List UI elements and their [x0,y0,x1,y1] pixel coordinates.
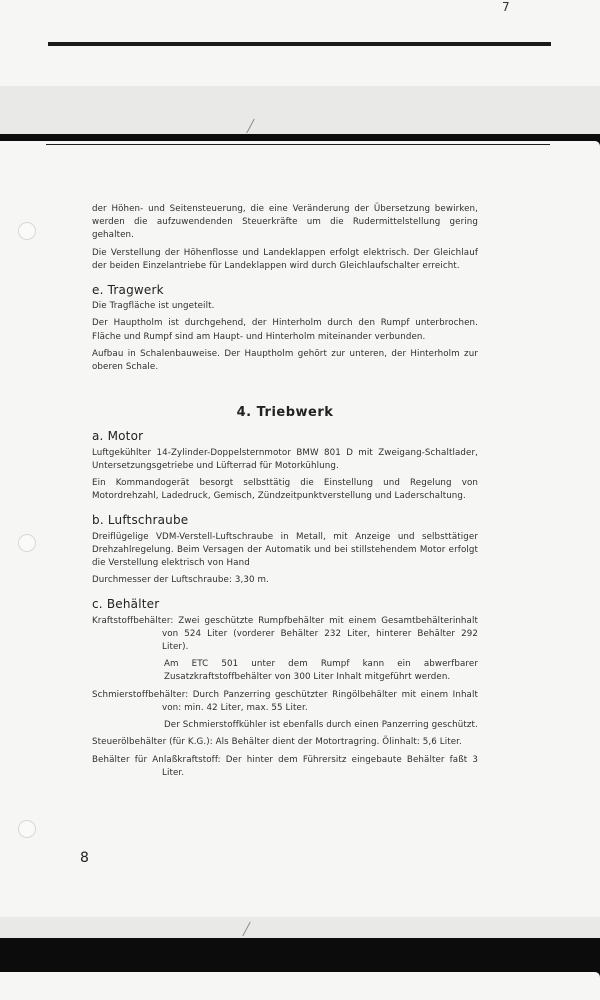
paragraph: Ein Kommandogerät besorgt selbsttätig die Einstellung und Regelung von Motordrehzahl, Ladedruck, Gemisch, Zündzeitpunktverstellung und Laderschaltung. [92,478,478,502]
paragraph: Behälter für Anlaßkraftstoff: Der hinter dem Führersitz eingebaute Behälter faßt 3 Liter. [92,754,478,778]
paragraph: Aufbau in Schalenbauweise. Der Hauptholm gehört zur unteren, der Hinterholm zur oberen Schale. [92,348,478,373]
paragraph: Kraftstoffbehälter: Zwei geschützte Rumpfbehälter mit einem Gesamtbehälterinhalt von 524 Liter (vorderer Behälter 232 Liter, hinterer Behälter 292 Liter). [92,615,478,653]
previous-page-number: 7 [502,0,510,14]
chapter-heading-triebwerk: 4. Triebwerk [236,405,334,421]
paragraph: Dreiflügelige VDM-Verstell-Luftschraube in Metall, mit Anzeige und selbsttätiger Drehzahlregelung. Beim Versagen der Automatik und bei stillstehendem Motor erfolgt die Verstellung elektrisch von Hand [92,531,478,569]
paragraph: Steuerölbehälter (für K.G.): Als Behälter dient der Motortragring. Ölinhalt: 5,6 Liter. [92,737,462,748]
section-heading-motor: a. Motor [92,429,144,444]
next-page-sheet [0,972,600,1000]
punch-hole [18,534,36,552]
paragraph: Die Tragfläche ist ungeteilt. [92,301,215,312]
paragraph: Der Schmierstoffkühler ist ebenfalls durch einen Panzerring geschützt. [164,720,478,731]
document-page [0,141,600,938]
page-number: 8 [80,850,89,866]
paragraph: Luftgekühlter 14-Zylinder-Doppelsternmotor BMW 801 D mit Zweigang-Schaltlader, Untersetzungsgetriebe und Lüfterrad für Motorkühlung. [92,447,478,471]
paragraph: Die Verstellung der Höhenflosse und Landeklappen erfolgt elektrisch. Der Gleichlauf der beiden Einzelantriebe für Landeklappen wird durch Gleichlaufschalter erreicht. [92,247,478,271]
punch-hole [18,222,36,240]
paragraph: Schmierstoffbehälter: Durch Panzerring geschützter Ringölbehälter mit einem Inhalt von: min. 42 Liter, max. 55 Liter. [92,689,478,713]
paragraph: Am ETC 501 unter dem Rumpf kann ein abwerfbarer Zusatzkraftstoffbehälter von 300 Liter Inhalt mitgeführt werden. [164,659,478,683]
punch-hole [18,820,36,838]
paragraph: Durchmesser der Luftschraube: 3,30 m. [92,575,269,586]
previous-page-sheet [0,0,600,134]
section-heading-behaelter: c. Behälter [92,597,160,612]
page-edge-band [0,917,600,938]
header-rule [48,42,551,46]
page-top-rule [46,144,550,145]
section-heading-luftschraube: b. Luftschraube [92,513,189,528]
page-edge-band [0,86,600,134]
section-heading-tragwerk: e. Tragwerk [92,283,164,298]
page-content [92,203,478,784]
paragraph: der Höhen- und Seitensteuerung, die eine Veränderung der Übersetzung bewirken, werden die aufzuwendenden Steuerkräfte um die Rudermittelstellung gering gehalten. [92,204,478,241]
paragraph: Der Hauptholm ist durchgehend, der Hinterholm durch den Rumpf unterbrochen. Fläche und Rumpf sind am Haupt- und Hinterholm miteinander verbunden. [92,318,478,342]
